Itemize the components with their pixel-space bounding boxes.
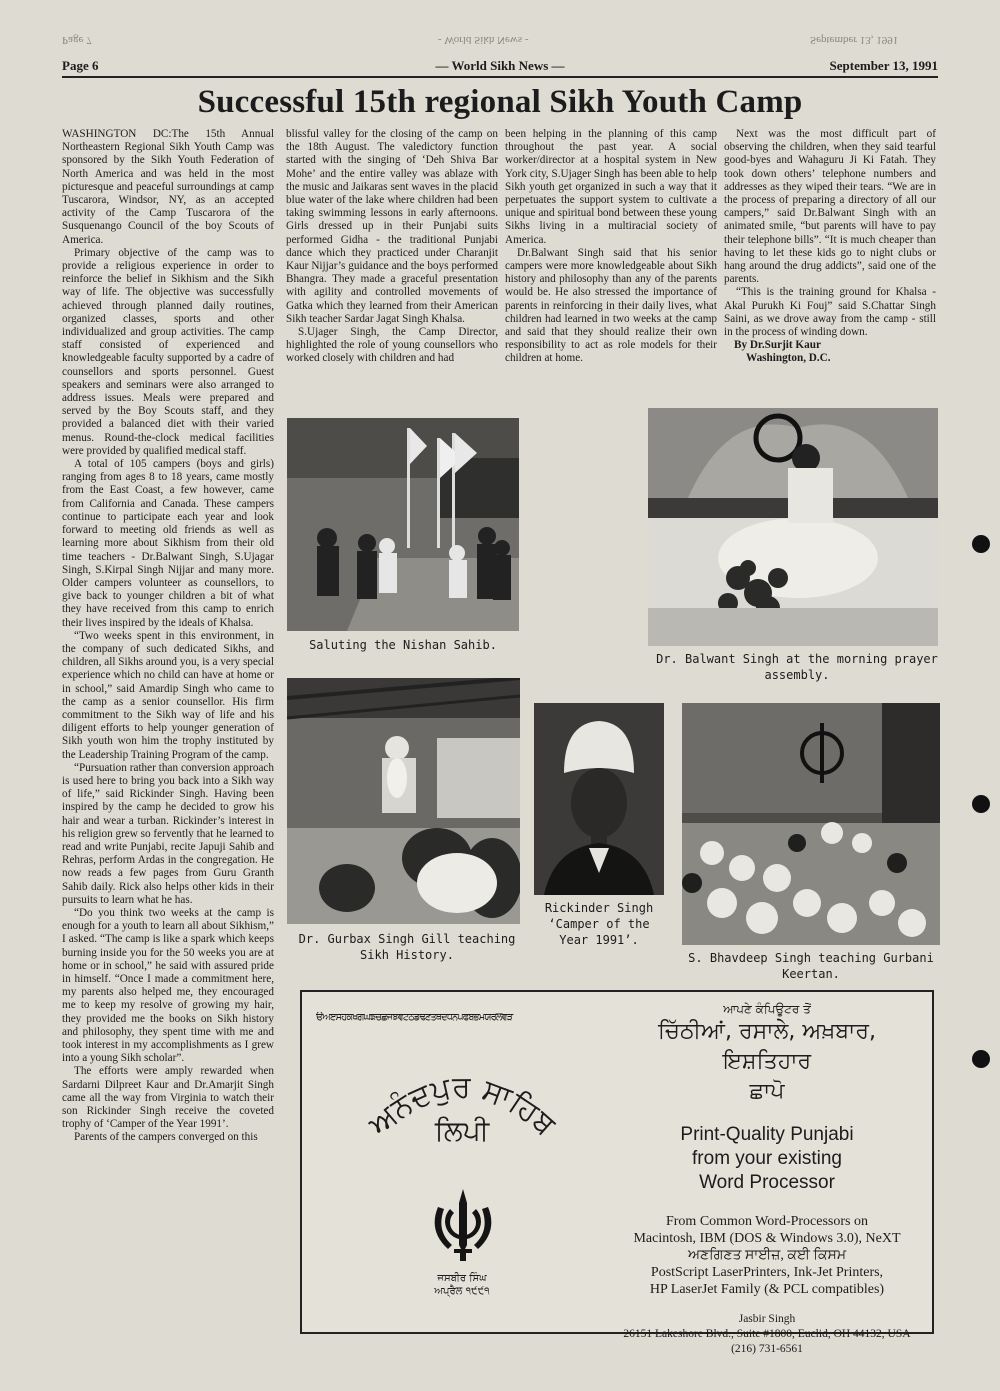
article-column-2 xyxy=(286,128,498,413)
advertisement-anandpur-sahib-lipi xyxy=(300,990,934,1355)
bleed-through-date: September 13, 1991 xyxy=(810,34,899,46)
paragraph: Next was the most difficult part of observing the children, when they said tearful good-byes and Wahaguru Ji Ki Fatah. They took down others’ telephone numbers and addresses as they wiped their tears. “We are in the process of preparing a directory of all our campers,” said Dr.Balwant Singh with an animated smile, “but parents will have to pay their telephone bills”. “It is much cheaper than having to let these kids go to night clubs or hang around the drug addicts”, said one of the parents. xyxy=(724,128,936,286)
paragraph: blissful valley for the closing of the camp on the 18th August. The valedictory function started with the singing of ‘Deh Shiva Bar Mohe’ and the entire valley was ablaze with the music and Jaikaras sent waves in the placid blue water of the lake where children had been taking swimming lessons in early afternoons. Girls dressed up in their Punjabi suits performed Gidha - the traditional Punjabi dance which they practiced under Charanjit Kaur Nijjar’s guidance and the boys performed Bhangra. They made a graceful presentation with agility and controlled movements of Gatka which they learned from their American Sikh teacher Sardar Jagat Singh Khalsa. xyxy=(286,128,498,325)
ad-signature xyxy=(402,1272,522,1298)
ad-body-line-5: HP LaserJet Family (& PCL compatibles) xyxy=(649,1282,885,1297)
caption-bhavdeep-singh: S. Bhavdeep Singh teaching Gurbani Keertan. xyxy=(688,951,934,981)
paragraph: A total of 105 campers (boys and girls) ranging from ages 8 to 18 years, came mostly from the East Coast, a few however, came from California and Canada. These campers continue to participate each year and look forward to meeting old friends as well as learning more about Sikhism from their old time teachers - Dr.Balwant Singh, S.Ujagar Singh, S.Kirpal Singh Nijjar and many more. Older campers volunteer as counsellors, to give back to younger children a bit of what they have received from this camp to enrich their lives inspired by the ideals of Khalsa. xyxy=(62,458,274,629)
byline-author: By Dr.Surjit Kaur xyxy=(734,339,821,352)
photo-nishan-sahib xyxy=(287,418,519,631)
paragraph: WASHINGTON DC:The 15th Annual Northeastern Regional Sikh Youth Camp was sponsored by the Sikh Youth Federation of North America and was held in the most picturesque and peaceful surroundings at camp Tuscarora, Windsor, NY, as an accepted activity of the Camp Tuscarora of the Susquenango Council of the boy Scouts of America. xyxy=(62,128,274,246)
ad-tagline-chhapo: ਛਾਪੋ xyxy=(749,1079,785,1104)
headline: Successful 15th regional Sikh Youth Camp xyxy=(197,84,803,120)
ad-contact-address: 26151 Lakeshore Blvd., Suite #1800, Euclid, OH 44132, USA xyxy=(623,1328,911,1340)
ad-lipi: ਲਿਪੀ xyxy=(434,1114,490,1147)
ad-body-line-2: Macintosh, IBM (DOS & Windows 3.0), NeXT xyxy=(633,1231,901,1246)
caption-balwant-singh: Dr. Balwant Singh at the morning prayer assembly. xyxy=(656,652,938,682)
article-column-3 xyxy=(505,128,717,413)
ad-headline-line-3: Word Processor xyxy=(699,1172,835,1193)
ad-headline-line-1: Print-Quality Punjabi xyxy=(680,1124,854,1145)
bleed-through-publication: - World Sikh News - xyxy=(438,34,529,46)
ad-body-line-4: PostScript LaserPrinters, Ink-Jet Printers, xyxy=(650,1265,884,1280)
bleed-through-page-label: Page 7 xyxy=(62,34,92,46)
ad-arc-title xyxy=(342,1052,582,1172)
paragraph: “This is the training ground for Khalsa - Akal Purukh Ki Fouj” said S.Chattar Singh Saini, as we drove away from the camp - still in the process of winding down. xyxy=(724,286,936,339)
paragraph: Parents of the campers converged on this xyxy=(74,1131,258,1144)
khanda-icon xyxy=(430,1187,496,1263)
binder-hole xyxy=(972,795,990,813)
ad-body-line-1: From Common Word-Processors on xyxy=(665,1214,868,1229)
photo-bhavdeep-singh xyxy=(682,703,940,945)
ad-body xyxy=(612,1213,922,1298)
paragraph: Dr.Balwant Singh said that his senior campers were more knowledgeable about Sikh history and philosophy than any of the parents would be. He also stressed the importance of parents in reinforcing in their daily lives, what children had learned in two weeks at the camp and said that they should realize their own responsibility to act as role models for their children at home. xyxy=(505,246,717,365)
page-header xyxy=(62,58,938,78)
ad-headline-line-2: from your existing xyxy=(692,1148,842,1169)
article-column-4 xyxy=(724,128,936,413)
paragraph: “Two weeks spent in this environment, in the company of such dedicated Sikhs, and children, all Sikhs around you, is a very special experience which no child can have at home or in school,” said Amardip Singh who came to the camp as a senior counsellor. His firm commitment to the Sikh way of life and his diligent efforts to help younger generation of Sikh youth won him the trophy instituted by the Leadership Training Program of the camp. xyxy=(62,629,274,761)
article-column-1 xyxy=(62,128,274,1358)
publication-name: — World Sikh News — xyxy=(435,58,565,73)
paragraph: “Do you think two weeks at the camp is enough for a youth to learn all about Sikhism,” I asked. “The camp is like a spark which keeps burning inside you for the 50 weeks you are at home or in school,” he said with assured pride in himself. “Once I made a commitment here, my parents also helped me, they encouraged me to keep my resolve of growing my hair, they provided me the books on Sikh history and philosophy, they spent time with me and took interest in my accomplishments as I grew into a young Sikh scholar”. xyxy=(62,906,274,1065)
caption-rickinder-singh: Rickinder Singh ‘Camper of the Year 1991’. xyxy=(544,901,654,947)
paragraph: been helping in the planning of this camp throughout the past year. A social worker/director at a hospital system in New York city, S.Ujager Singh has been able to help Sikh youth get organized in such a way that it perpetuates the support system to cultivate a unique and spiritual bond between these young Sikhs living in a multiracial society of America. xyxy=(505,128,717,246)
ad-headline xyxy=(612,1123,922,1195)
ad-contact xyxy=(612,1312,922,1357)
ad-tagline-small: ਆਪਣੇ ਕੰਪਿਊਟਰ ਤੋਂ xyxy=(723,1002,811,1016)
ad-gurmukhi-alphabet-strip: ੳਅੲਸਹਕਖਗਘਙਚਛਜਝਞਟਠਡਢਣਤਥਦਧਨਪਫਬਭਮਯਰਲਵੜ xyxy=(316,1012,513,1023)
binder-hole xyxy=(972,1050,990,1068)
ad-tagline-big: ਚਿੱਠੀਆਂ, ਰਸਾਲੇ, ਅਖ਼ਬਾਰ, ਇਸ਼ਤਿਹਾਰ xyxy=(658,1019,876,1074)
ad-contact-name: Jasbir Singh xyxy=(738,1313,796,1325)
paragraph: The efforts were amply rewarded when Sardarni Dilpreet Kaur and Dr.Amarjit Singh came all the way from Virginia to watch their son Rickinder Singh receive the coveted trophy of ‘Camper of the Year 1991’. xyxy=(62,1065,274,1131)
issue-date: September 13, 1991 xyxy=(829,58,938,73)
ad-signature-date: ਅਪ੍ਰੈਲ ੧੯੯੧ xyxy=(434,1286,490,1297)
photo-gurbax-singh-gill xyxy=(287,678,520,924)
paragraph: Primary objective of the camp was to provide a religious experience in order to reinforce the belief in Sikhism and the Sikh way of life. The objective was successfully achieved through planned daily routines, organized classes, sports and other individualized and group activities. The camp staff consisted of experienced and knowledgeable faculty supported by a cadre of counsellors and sports personnel. Guest speakers and seminars were also arranged to address issues. Meals were prepared and served by the Boy Scouts staff, and they provided a balanced diet with their varied menus. Round-the-clock medical facilities were provided by qualified medical staff. xyxy=(62,246,274,457)
paragraph: “Pursuation rather than conversion approach is used here to bring you back into a Sikh way of life,” said Rickinder Singh. Having been inspired by the camp he decided to grow his hair and wear a turban. Rickinder’s interest in his religion grew so fervently that he learned to read and write Punjabi, recite Japuji Sahib and Rehras, perform Ardas in the congregation. He now reads a few pages from Guru Granth Sahib daily. Rick also helps other kids in their pursuits to learn what he has. xyxy=(62,761,274,906)
ad-arc-text: ਅਨੰਦਪੁਰ ਸਾਹਿਬ xyxy=(362,1069,563,1143)
paragraph: S.Ujager Singh, the Camp Director, highlighted the role of young counsellors who worked closely with children and had xyxy=(286,326,498,365)
byline-location: Washington, D.C. xyxy=(746,352,831,365)
page-number: Page 6 xyxy=(62,58,99,73)
ad-signature-name: ਜਸਬੀਰ ਸਿੰਘ xyxy=(437,1273,487,1284)
ad-right-panel xyxy=(612,1002,922,1357)
ad-contact-phone: (216) 731-6561 xyxy=(731,1343,803,1355)
ad-body-line-3: ਅਣਗਿਣਤ ਸਾਈਜ਼, ਕਈ ਕਿਸਮ xyxy=(687,1248,847,1263)
caption-gurbax-singh-gill: Dr. Gurbax Singh Gill teaching Sikh History. xyxy=(298,932,516,962)
photo-balwant-singh-prayer xyxy=(648,408,938,646)
caption-nishan-sahib: Saluting the Nishan Sahib. xyxy=(309,638,497,652)
photo-rickinder-singh xyxy=(534,703,664,895)
binder-hole xyxy=(972,535,990,553)
